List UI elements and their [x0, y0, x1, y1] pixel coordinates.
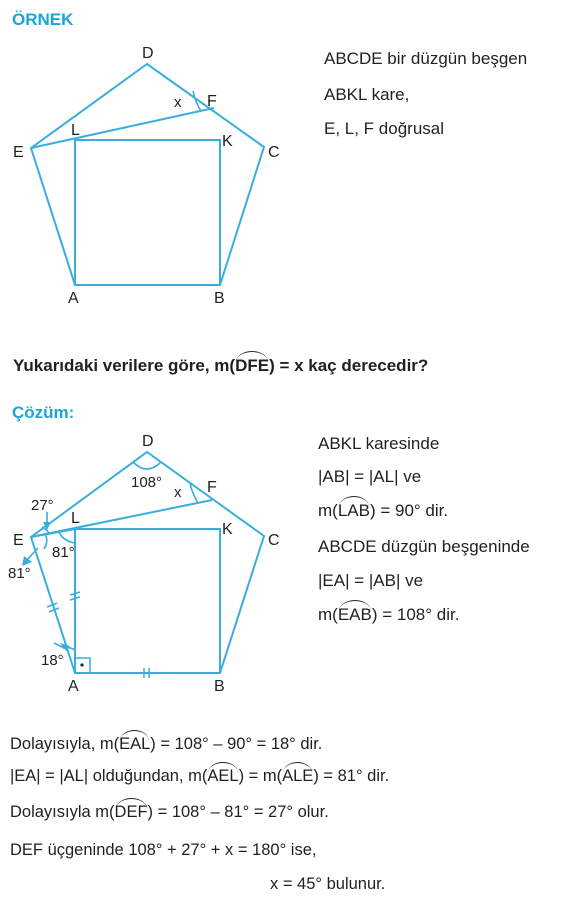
label-E: E [13, 532, 24, 549]
solution-heading: Çözüm: [12, 403, 75, 422]
given-3: E, L, F doğrusal [324, 119, 445, 138]
angle-e-arc [44, 534, 47, 549]
label-E: E [13, 144, 24, 161]
step-5: x = 45° bulunur. [270, 875, 386, 893]
square [75, 529, 220, 673]
label-A: A [68, 678, 79, 695]
label-L: L [71, 122, 80, 139]
label-L: L [71, 510, 80, 527]
note-1: ABKL karesinde [318, 434, 440, 453]
angle-d-arc [133, 462, 161, 469]
step-2: |EA| = |AL| olduğundan, m(AEL) = m(ALE) = 81° dir. [10, 767, 390, 785]
label-angle-e-top: 27° [31, 497, 54, 514]
label-B: B [214, 290, 225, 307]
question: Yukarıdaki verilere göre, m(DFE) = x kaç derecedir? [13, 356, 429, 375]
label-F: F [207, 479, 217, 496]
step-4: DEF üçgeninde 108° + 27° + x = 180° ise, [10, 841, 317, 859]
label-B: B [214, 678, 225, 695]
right-angle-dot [80, 663, 83, 666]
step-3: Dolayısıyla m(DEF) = 108° – 81° = 27° olur. [10, 803, 329, 821]
label-angle-d: 108° [131, 474, 163, 491]
note-4: ABCDE düzgün beşgeninde [318, 537, 530, 556]
given-1: ABCDE bir düzgün beşgen [324, 49, 528, 68]
angle-l-arc [59, 532, 75, 543]
label-C: C [268, 144, 280, 161]
note-6: m(EAB) = 108° dir. [318, 605, 460, 624]
note-3: m(LAB) = 90° dir. [318, 501, 449, 520]
label-angle-a: 18° [41, 652, 64, 669]
label-D: D [142, 433, 154, 450]
label-A: A [68, 290, 79, 307]
label-F: F [207, 93, 217, 110]
example-heading: ÖRNEK [12, 10, 74, 29]
label-K: K [222, 521, 233, 538]
label-C: C [268, 532, 280, 549]
label-x: x [174, 484, 182, 501]
label-K: K [222, 133, 233, 150]
label-angle-e-left: 81° [8, 565, 31, 582]
given-2: ABKL kare, [324, 85, 410, 104]
step-1: Dolayısıyla, m(EAL) = 108° – 90° = 18° dir. [10, 735, 323, 753]
note-2: |AB| = |AL| ve [318, 467, 422, 486]
label-angle-l: 81° [52, 544, 75, 561]
label-D: D [142, 45, 154, 62]
note-5: |EA| = |AB| ve [318, 571, 424, 590]
label-x: x [174, 94, 182, 111]
